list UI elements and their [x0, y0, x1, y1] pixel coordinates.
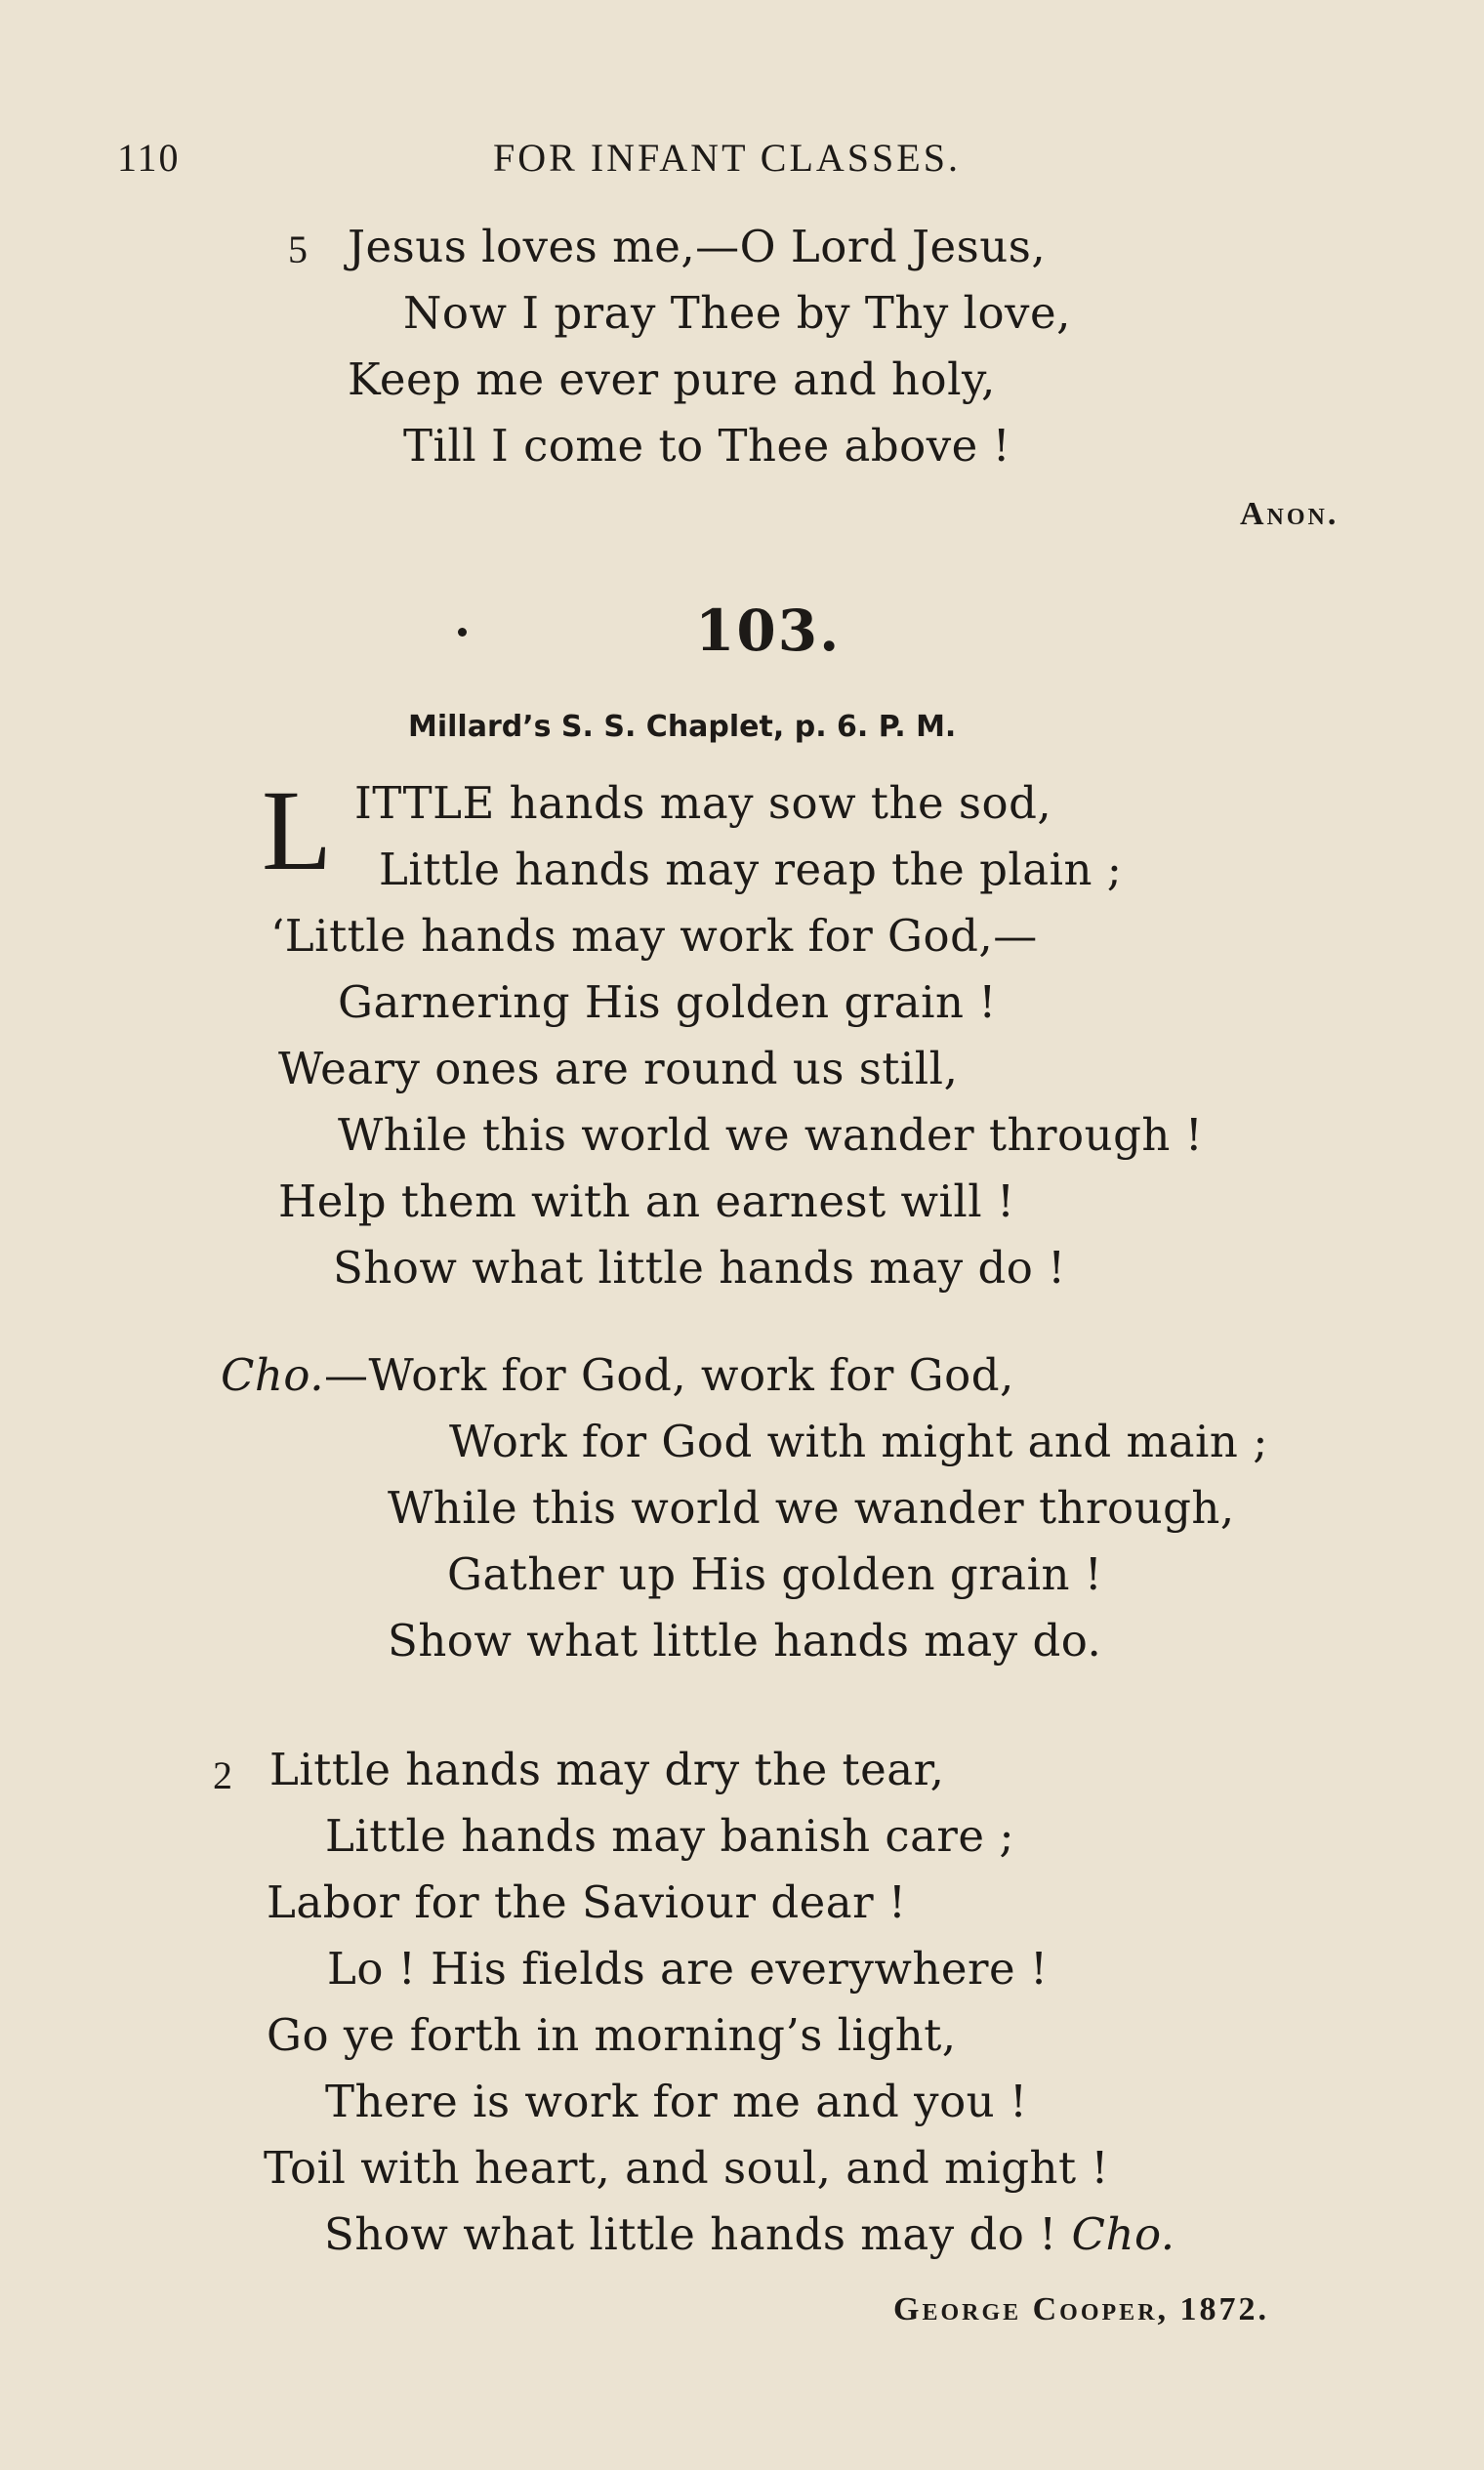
running-head: FOR INFANT CLASSES. — [493, 136, 961, 180]
stanza-number: 5 — [288, 227, 308, 271]
verse-line: Till I come to Thee above ! — [403, 420, 1011, 472]
verse-line: Show what little hands may do ! — [333, 1242, 1066, 1294]
verse-line: Little hands may dry the tear, — [269, 1744, 945, 1795]
verse-line: Gather up His golden grain ! — [447, 1548, 1103, 1600]
verse-line: Go ye forth in morning’s light, — [267, 2009, 957, 2061]
author-attribution: Anon. — [1240, 496, 1340, 532]
verse-line: Little hands may banish care ; — [325, 1810, 1015, 1862]
chorus-reference: Cho. — [1071, 2208, 1175, 2260]
verse-line: ‘Little hands may work for God,— — [270, 910, 1038, 962]
verse-line: Weary ones are round us still, — [278, 1043, 959, 1094]
verse-line: Show what little hands may do. — [388, 1615, 1102, 1667]
ornament-dot — [458, 628, 467, 637]
verse-line: Toil with heart, and soul, and might ! — [264, 2142, 1109, 2194]
verse-line: While this world we wander through, — [388, 1482, 1235, 1534]
stanza-number: 2 — [213, 1753, 232, 1797]
chorus-label: Cho. — [221, 1349, 325, 1401]
verse-line: Now I pray Thee by Thy love, — [403, 287, 1071, 339]
verse-line-with-chorus-ref — [324, 2208, 1175, 2260]
chorus-first-line — [221, 1349, 1014, 1401]
verse-line: ITTLE hands may sow the sod, — [354, 777, 1052, 829]
verse-line: Help them with an earnest will ! — [278, 1175, 1015, 1227]
verse-line: Keep me ever pure and holy, — [348, 353, 996, 405]
drop-cap: L — [262, 766, 333, 894]
hymn-number: 103. — [695, 597, 842, 664]
verse-line: While this world we wander through ! — [338, 1109, 1204, 1161]
tune-reference: Millard’s S. S. Chaplet, p. 6. P. M. — [408, 710, 957, 744]
verse-line: Little hands may reap the plain ; — [379, 844, 1123, 895]
author-attribution: George Cooper, 1872. — [893, 2291, 1270, 2327]
verse-line: Garnering His golden grain ! — [338, 976, 997, 1028]
verse-line: —Work for God, work for God, — [324, 1349, 1014, 1401]
verse-line: Jesus loves me,—O Lord Jesus, — [348, 221, 1047, 272]
verse-line: There is work for me and you ! — [325, 2076, 1028, 2127]
page-number: 110 — [117, 136, 181, 180]
verse-line: Work for God with might and main ; — [449, 1416, 1268, 1467]
verse-line: Labor for the Saviour dear ! — [267, 1876, 907, 1928]
verse-line: Lo ! His fields are everywhere ! — [327, 1943, 1049, 1995]
verse-line: Show what little hands may do ! — [324, 2208, 1057, 2260]
